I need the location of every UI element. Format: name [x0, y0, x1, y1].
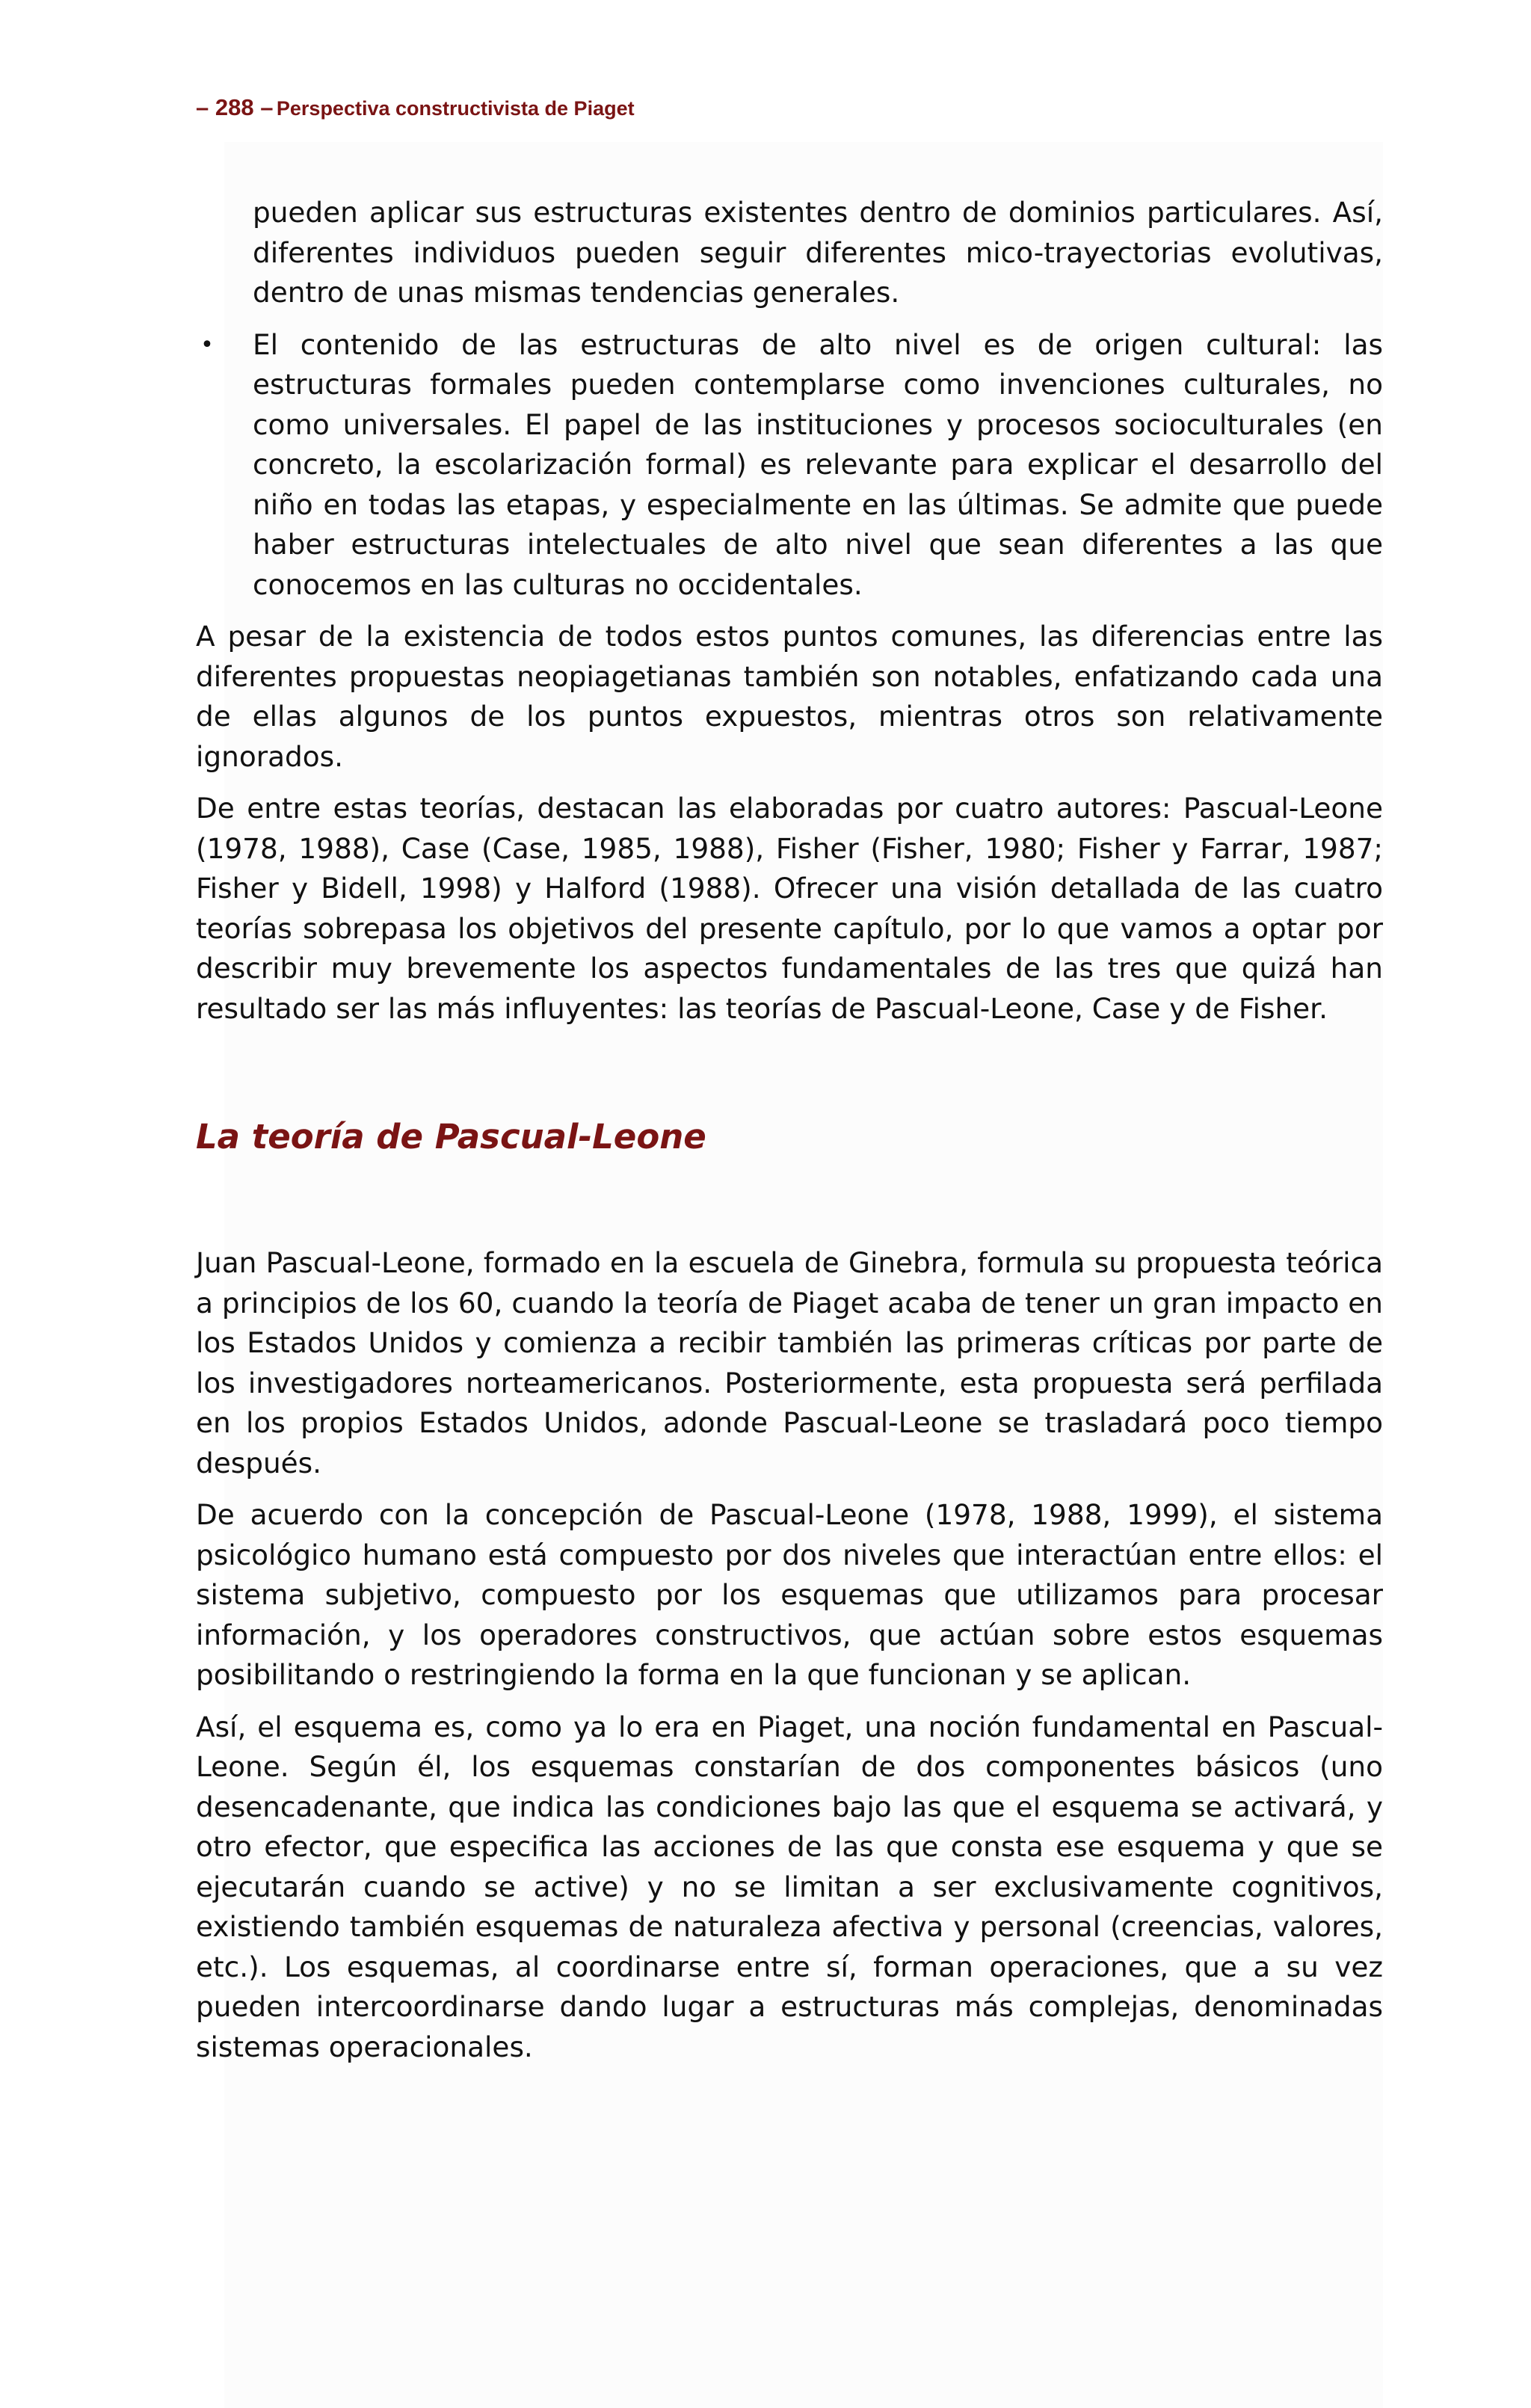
page-number: – 288 – — [196, 94, 274, 120]
continued-list-text: pueden aplicar sus estructuras existentes dentro de dominios particulares. Así, diferentes individuos pueden seguir diferentes mico-trayectorias evolutivas, dentro de unas mismas tendencias generales. — [253, 196, 1383, 309]
running-header — [196, 94, 635, 121]
running-header-title: Perspectiva constructivista de Piaget — [276, 97, 635, 120]
page-body — [196, 193, 1383, 2067]
paragraph: Así, el esquema es, como ya lo era en Piaget, una noción fundamental en Pascual-Leone. Según él, los esquemas constarían de dos componentes básicos (uno desencadenante, que indica las condiciones bajo las que el esquema se activará, y otro efector, que especifica las acciones de las que consta ese esquema y que se ejecutarán cuando se active) y no se limitan a ser exclusivamente cognitivos, existiendo también esquemas de naturaleza afectiva y personal (creencias, valores, etc.). Los esquemas, al coordinarse entre sí, forman operaciones, que a su vez pueden intercoordinarse dando lugar a estructuras más complejas, denominadas sistemas operacionales. — [196, 1710, 1383, 2063]
paragraph: A pesar de la existencia de todos estos puntos comunes, las diferencias entre las diferentes propuestas neopiagetianas también son notables, enfatizando cada una de ellas algunos de los puntos expuestos, mientras otros son relativamente ignorados. — [196, 620, 1383, 773]
paragraph: De acuerdo con la concepción de Pascual-Leone (1978, 1988, 1999), el sistema psicológico humano está compuesto por dos niveles que interactúan entre ellos: el sistema subjetivo, compuesto por los esquemas que utilizamos para procesar información, y los operadores constructivos, que actúan sobre estos esquemas posibilitando o restringiendo la forma en la que funcionan y se aplican. — [196, 1498, 1383, 1691]
section-heading: La teoría de Pascual-Leone — [196, 1117, 706, 1157]
list-item-text: El contenido de las estructuras de alto nivel es de origen cultural: las estructuras formales pueden contemplarse como invenciones culturales, no como universales. El papel de las instituciones y procesos socioculturales (en concreto, la escolarización formal) es relevante para explicar el desarrollo del niño en todas las etapas, y especialmente en las últimas. Se admite que puede haber estructuras intelectuales de alto nivel que sean diferentes a las que conocemos en las culturas no occidentales. — [253, 327, 1383, 601]
paragraph: Juan Pascual-Leone, formado en la escuela de Ginebra, formula su propuesta teórica a principios de los 60, cuando la teoría de Piaget acaba de tener un gran impacto en los Estados Unidos y comienza a recibir también las primeras críticas por parte de los investigadores norteamericanos. Posteriormente, esta propuesta será perfilada en los propios Estados Unidos, adonde Pascual-Leone se trasladará poco tiempo después. — [196, 1246, 1383, 1479]
list-item — [200, 325, 1383, 606]
paragraph: De entre estas teorías, destacan las elaboradas por cuatro autores: Pascual-Leone (1978, 1988), Case (Case, 1985, 1988), Fisher (Fisher, 1980; Fisher y Farrar, 1987; Fisher y Bidell, 1998) y Halford (1988). Ofrecer una visión detallada de las cuatro teorías sobrepasa los objetivos del presente capítulo, por lo que vamos a optar por describir muy brevemente los aspectos fundamentales de las tres que quizá han resultado ser las más influyentes: las teorías de Pascual-Leone, Case y de Fisher. — [196, 792, 1383, 1025]
bullet-icon: • — [200, 331, 214, 358]
